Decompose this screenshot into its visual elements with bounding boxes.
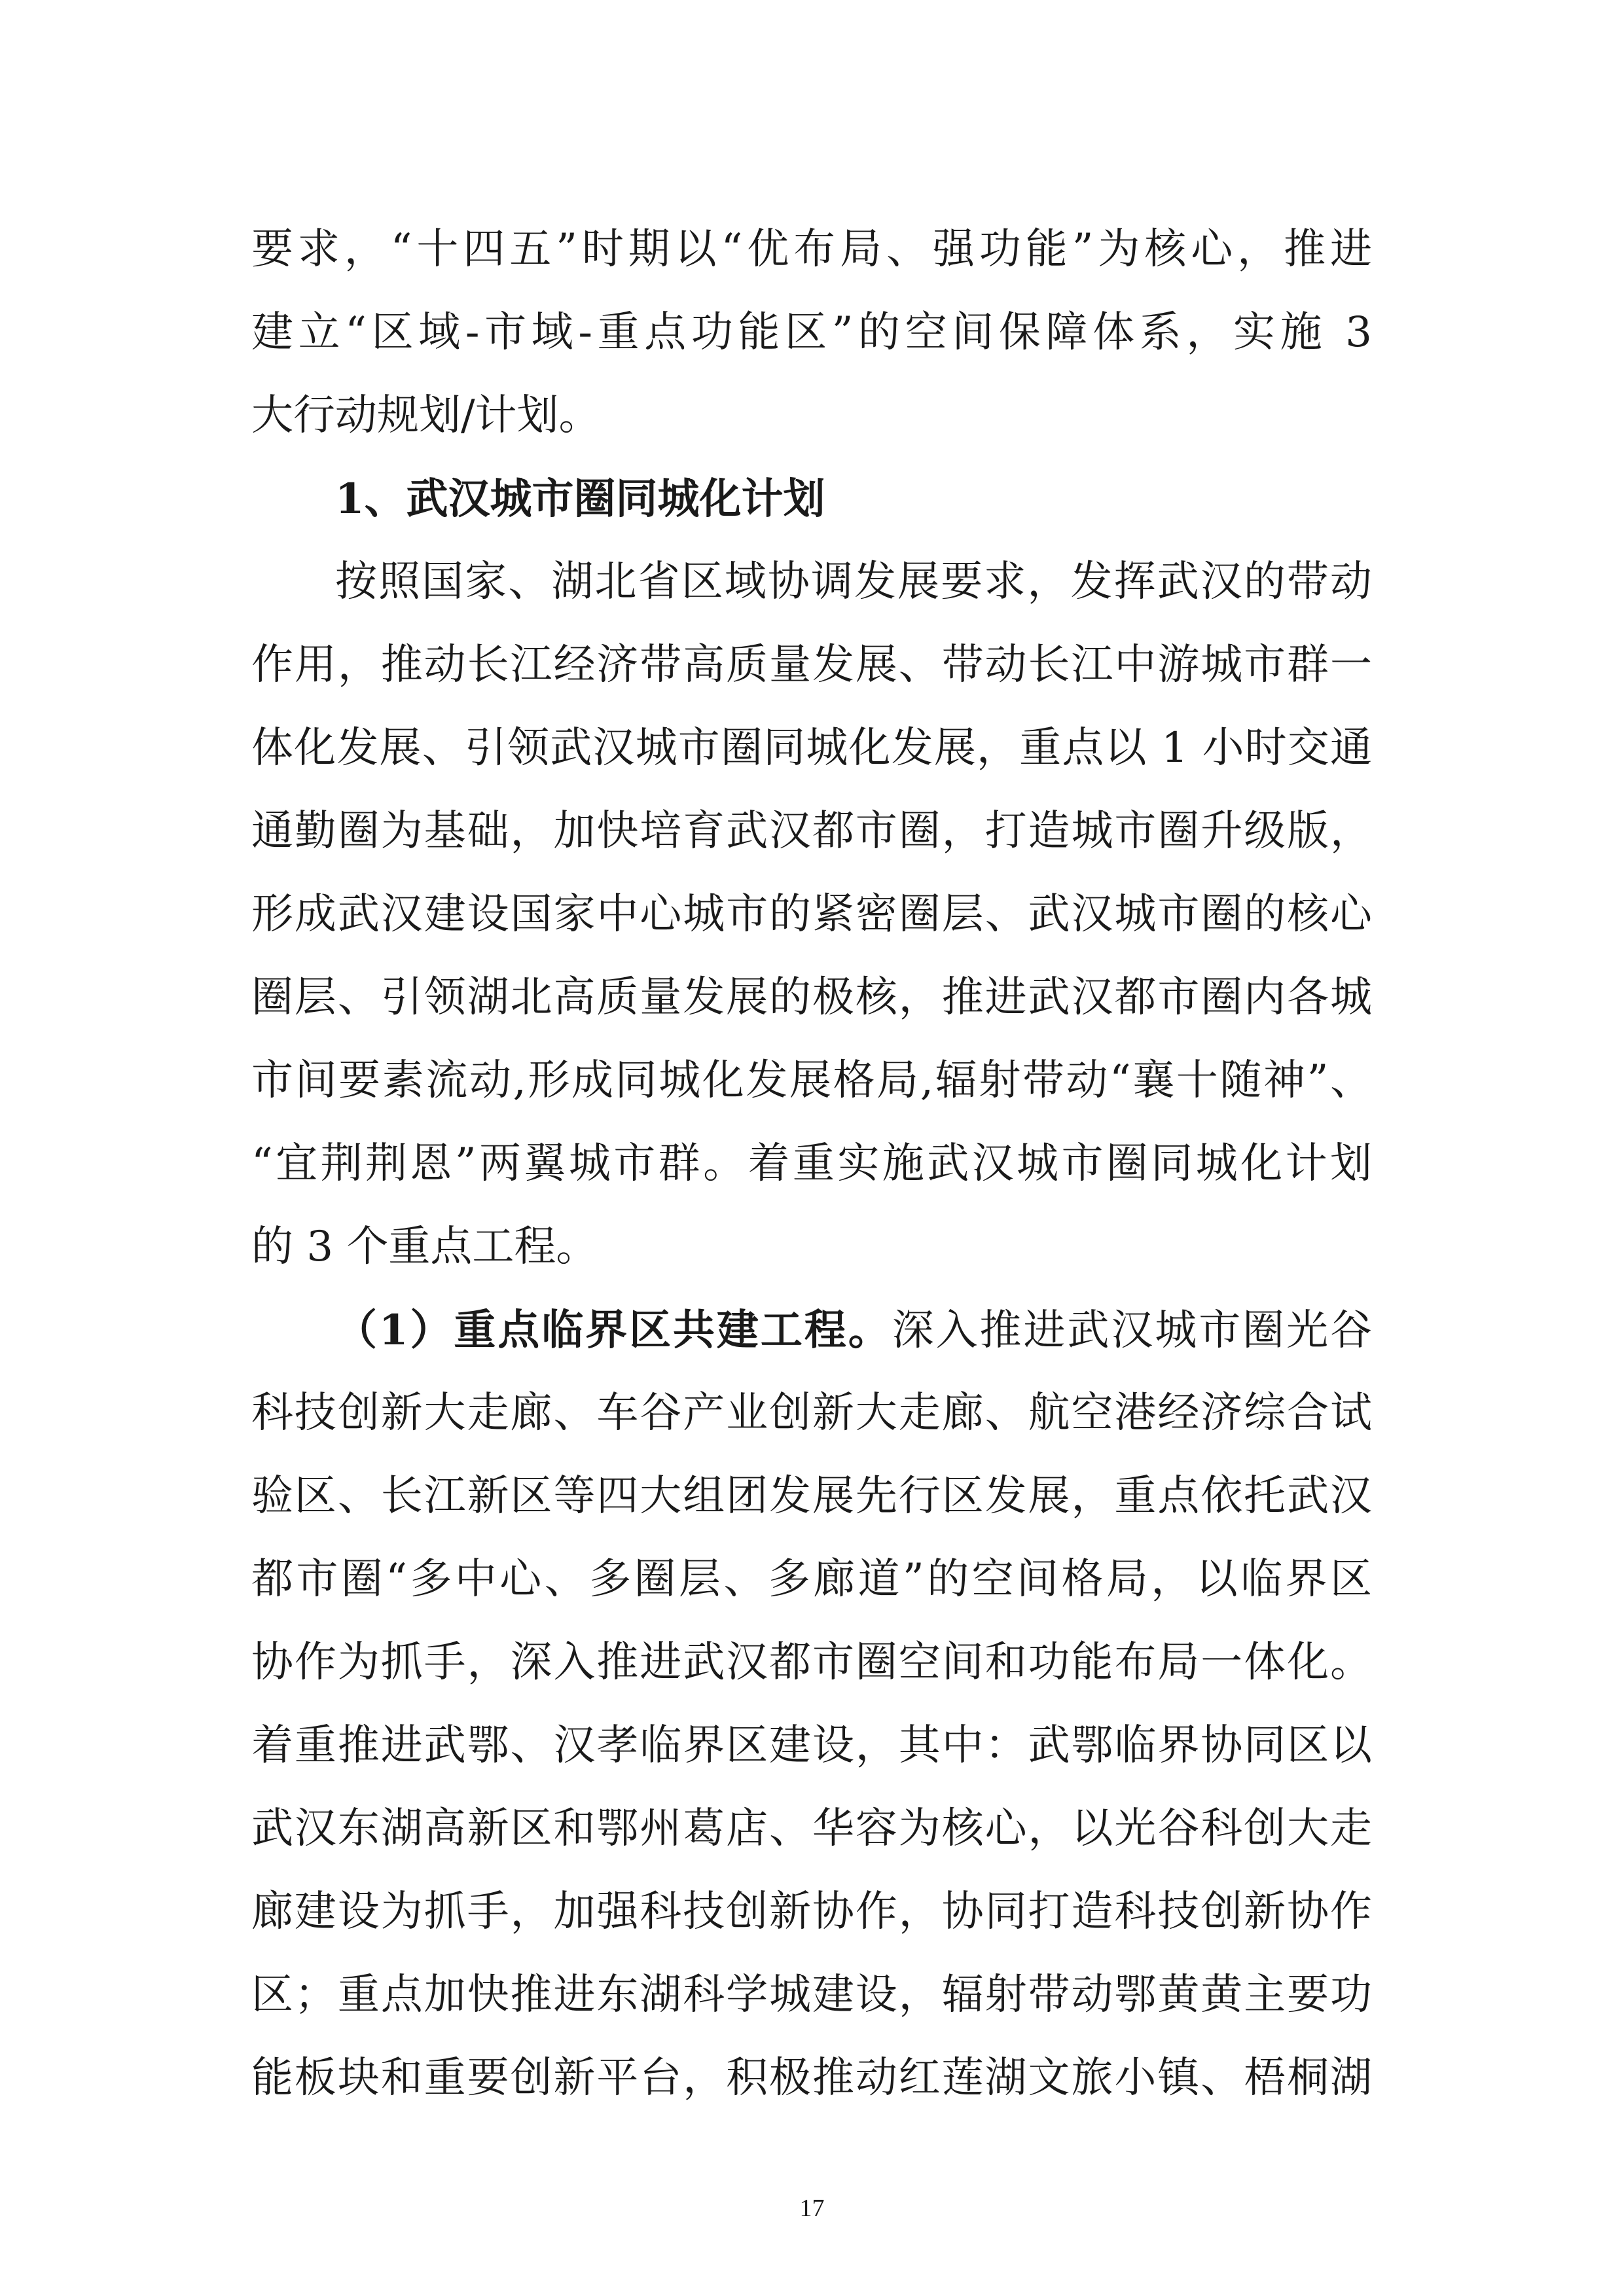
body-text-line: 要求，“十四五”时期以“优布局、强功能”为核心，推进 bbox=[251, 225, 1372, 274]
body-text-line: 的 3 个重点工程。 bbox=[251, 1223, 598, 1271]
body-text-line: 验区、长江新区等四大组团发展先行区发展，重点依托武汉 bbox=[251, 1472, 1372, 1520]
body-text-line: 市间要素流动,形成同城化发展格局,辐射带动“襄十随神”、 bbox=[251, 1056, 1372, 1105]
subsection-heading: （1）重点临界区共建工程。 bbox=[335, 1306, 892, 1355]
body-text-line: 协作为抓手，深入推进武汉都市圈空间和功能布局一体化。 bbox=[251, 1638, 1372, 1687]
body-text-line: “宜荆荆恩”两翼城市群。着重实施武汉城市圈同城化计划 bbox=[251, 1139, 1372, 1188]
body-text-line: 作用，推动长江经济带高质量发展、带动长江中游城市群一 bbox=[251, 641, 1372, 689]
body-text-line: 着重推进武鄂、汉孝临界区建设，其中：武鄂临界协同区以 bbox=[251, 1721, 1372, 1770]
body-text-line: 体化发展、引领武汉城市圈同城化发展，重点以 1 小时交通 bbox=[251, 724, 1372, 772]
body-text-line: 圈层、引领湖北高质量发展的极核，推进武汉都市圈内各城 bbox=[251, 973, 1372, 1022]
body-text-fragment: 深入推进武汉城市圈光谷 bbox=[892, 1306, 1373, 1355]
body-text-line: 能板块和重要创新平台，积极推动红莲湖文旅小镇、梧桐湖 bbox=[251, 2054, 1372, 2102]
body-text-line: 建立“区域-市域-重点功能区”的空间保障体系，实施 3 bbox=[251, 308, 1372, 357]
body-text-line: 科技创新大走廊、车谷产业创新大走廊、航空港经济综合试 bbox=[251, 1389, 1372, 1437]
body-text-line: 形成武汉建设国家中心城市的紧密圈层、武汉城市圈的核心 bbox=[251, 890, 1372, 939]
body-text-line: 都市圈“多中心、多圈层、多廊道”的空间格局，以临界区 bbox=[251, 1555, 1372, 1604]
section-heading: 1、武汉城市圈同城化计划 bbox=[335, 475, 825, 524]
body-text-line: 大行动规划/计划。 bbox=[251, 391, 601, 440]
body-text-line: 廊建设为抓手，加强科技创新协作，协同打造科技创新协作 bbox=[251, 1888, 1372, 1936]
body-text-line: 区；重点加快推进东湖科学城建设，辐射带动鄂黄黄主要功 bbox=[251, 1971, 1372, 2019]
body-text-line: 武汉东湖高新区和鄂州葛店、华容为核心，以光谷科创大走 bbox=[251, 1804, 1372, 1853]
subsection-first-line bbox=[251, 1289, 1372, 1372]
page-number: 17 bbox=[799, 2195, 825, 2222]
body-text-line: 通勤圈为基础，加快培育武汉都市圈，打造城市圈升级版， bbox=[251, 807, 1372, 855]
document-body bbox=[251, 208, 1372, 2120]
body-text-line: 按照国家、湖北省区域协调发展要求，发挥武汉的带动 bbox=[335, 558, 1372, 606]
